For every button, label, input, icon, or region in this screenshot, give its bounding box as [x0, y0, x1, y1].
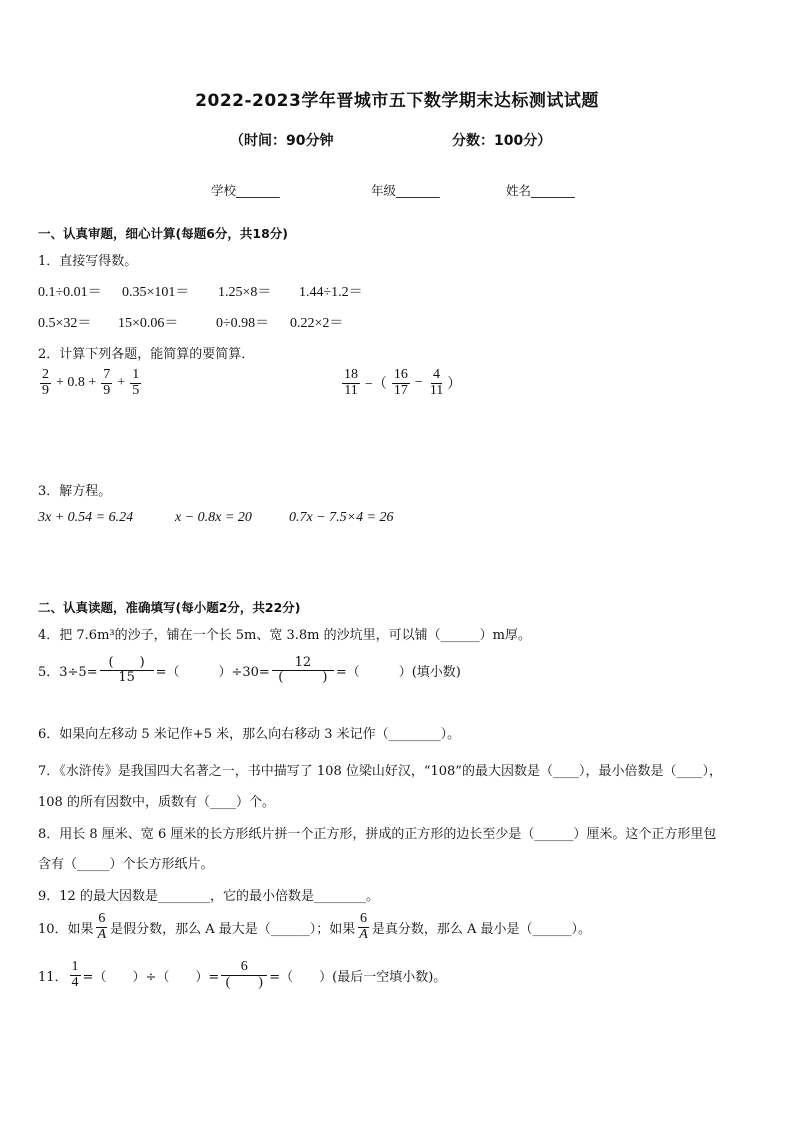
q11-part1: 11． — [38, 969, 68, 985]
q9: 9．12 的最大因数是________，它的最小倍数是________。 — [38, 889, 379, 904]
denominator: ( ) — [278, 669, 328, 685]
numerator: 2 — [42, 367, 49, 382]
q3-equation: x − 0.8x = 20 — [175, 510, 252, 525]
q1-item: 1.25×8＝ — [218, 285, 272, 300]
q2-expression-1 — [38, 368, 143, 398]
operator-text: + — [117, 375, 126, 391]
q1-label: 1．直接写得数。 — [38, 254, 138, 269]
fraction — [221, 960, 267, 990]
q3-label: 3．解方程。 — [38, 484, 112, 499]
numerator: 1 — [132, 367, 140, 382]
q8-line1: 8．用长 8 厘米、宽 6 厘米的长方形纸片拼一个正方形，拼成的正方形的边长至少是（______）厘米。这个正方形里包 — [38, 827, 717, 842]
q1-item: 0.22×2＝ — [290, 316, 344, 331]
q11-part3: =（ ）(最后一空填小数)。 — [269, 969, 447, 985]
q1-item: 1.44÷1.2＝ — [299, 285, 363, 300]
q11 — [38, 960, 446, 990]
operator-text: + 0.8 + — [56, 375, 97, 391]
fraction — [342, 368, 360, 398]
numerator: 16 — [393, 367, 408, 382]
denominator: 4 — [71, 974, 79, 990]
denominator: A — [97, 926, 107, 942]
numerator: 6 — [98, 911, 106, 926]
q10-part3: 是真分数，那么 A 最小是（______）。 — [371, 921, 591, 937]
operator-text: − — [414, 375, 423, 391]
denominator: 15 — [118, 669, 135, 685]
numerator: ( ) — [100, 656, 154, 671]
fraction — [392, 368, 410, 398]
q1-item: 15×0.06＝ — [118, 316, 179, 331]
q1-item: 0÷0.98＝ — [216, 316, 270, 331]
q5-suffix: =（ ）(填小数) — [335, 664, 461, 680]
numerator: 1 — [71, 959, 79, 974]
q4: 4．把 7.6m³的沙子，铺在一个长 5m、宽 3.8m 的沙坑里，可以铺（______）m厚。 — [38, 628, 531, 643]
q6: 6．如果向左移动 5 米记作+5 米，那么向右移动 3 米记作（________）。 — [38, 727, 461, 742]
fraction — [40, 368, 51, 398]
numerator: 12 — [272, 656, 334, 671]
numerator: 18 — [344, 367, 358, 382]
q1-item: 0.1÷0.01＝ — [38, 285, 102, 300]
exam-time: （时间：90分钟 — [230, 133, 334, 149]
q2-label: 2．计算下列各题，能简算的要简算． — [38, 347, 255, 362]
q11-part2: =（ ）÷（ ）= — [82, 969, 220, 985]
q5-prefix: 5．3÷5= — [38, 664, 98, 680]
q2-expression-2 — [340, 368, 461, 398]
operator-text: ） — [447, 377, 462, 393]
denominator: 5 — [132, 382, 140, 398]
fraction — [96, 912, 109, 942]
q5-middle: =（ ）÷30= — [155, 664, 270, 680]
q7-line1: 7．《水浒传》是我国四大名著之一，书中描写了 108 位梁山好汉，“108”的最大因数是（____），最小倍数是（____）， — [38, 764, 722, 779]
page-title: 2022-2023学年晋城市五下数学期末达标测试试题 — [195, 91, 599, 111]
q5 — [38, 656, 461, 684]
fraction — [357, 912, 370, 942]
q1-item: 0.35×101＝ — [122, 285, 190, 300]
grade-field[interactable]: 年级_______ — [371, 183, 440, 198]
denominator: ( ) — [225, 974, 263, 990]
fraction — [100, 656, 154, 684]
exam-score: 分数：100分） — [452, 133, 552, 149]
name-field[interactable]: 姓名_______ — [506, 183, 575, 198]
section1-heading: 一、认真审题，细心计算(每题6分，共18分) — [38, 226, 289, 241]
fraction — [272, 656, 334, 684]
denominator: A — [359, 926, 368, 942]
operator-text: −（ — [365, 377, 387, 393]
denominator: 9 — [103, 382, 111, 398]
school-field[interactable]: 学校_______ — [211, 183, 280, 198]
denominator: 9 — [42, 382, 49, 398]
q10 — [38, 912, 591, 942]
fraction — [101, 368, 112, 398]
fraction — [428, 368, 445, 398]
q10-part1: 10．如果 — [38, 921, 94, 937]
numerator: 6 — [221, 960, 267, 976]
q8-line2: 含有（_____）个长方形纸片。 — [38, 857, 214, 872]
denominator: 11 — [429, 382, 444, 398]
q1-item: 0.5×32＝ — [38, 316, 92, 331]
fraction — [130, 368, 141, 398]
denominator: 11 — [344, 382, 358, 398]
fraction — [70, 960, 81, 990]
q7-line2: 108 的所有因数中，质数有（____）个。 — [38, 795, 275, 810]
q3-equation: 3x + 0.54 = 6.24 — [38, 510, 134, 525]
numerator: 7 — [103, 367, 111, 382]
q3-equation: 0.7x − 7.5×4 = 26 — [289, 510, 394, 525]
denominator: 17 — [393, 382, 408, 398]
numerator: 6 — [360, 911, 368, 926]
q10-part2: 是假分数，那么 A 最大是（______）；如果 — [110, 921, 356, 937]
numerator: 4 — [433, 367, 441, 382]
section2-heading: 二、认真读题，准确填写(每小题2分，共22分) — [38, 600, 301, 615]
